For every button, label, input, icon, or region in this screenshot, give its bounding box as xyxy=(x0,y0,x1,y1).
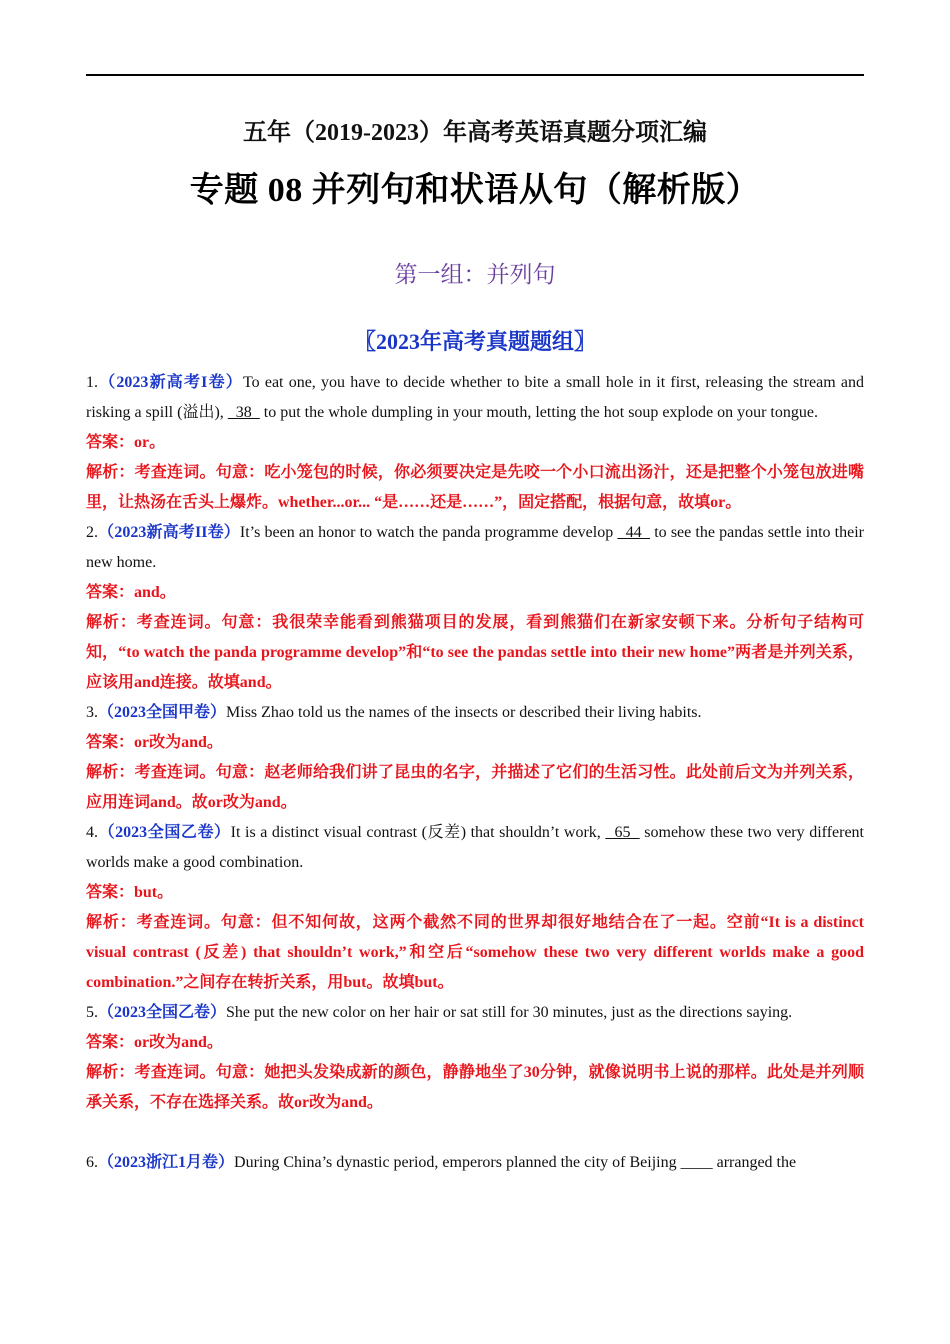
group-heading: 第一组：并列句 xyxy=(394,262,556,287)
section-heading: 〖2023年高考真题题组〗 xyxy=(353,329,596,354)
question-number: 4. xyxy=(86,824,98,841)
question-text xyxy=(86,518,864,578)
question-text-before: It’s been an honor to watch the panda programme develop xyxy=(239,524,618,541)
explanation: 解析：考查连词。句意：我很荣幸能看到熊猫项目的发展，看到熊猫们在新家安顿下来。分析句子结构可知，“to watch the panda programme develop”和“to see the pandas settle into their new home”两者是并列关系，应该用and连接。故填and。 xyxy=(86,614,864,691)
question-text-before: Miss Zhao told us the names of the insects or described their living habits. xyxy=(226,704,702,721)
explanation: 解析：考查连词。句意：赵老师给我们讲了昆虫的名字，并描述了它们的生活习性。此处前后文为并列关系，应用连词and。故or改为and。 xyxy=(86,764,864,811)
question-number: 1. xyxy=(86,374,98,391)
question-text-before: She put the new color on her hair or sat still for 30 minutes, just as the directions saying. xyxy=(226,1004,793,1021)
document-subtitle: 五年（2019-2023）年高考英语真题分项汇编 xyxy=(243,120,707,146)
spacer xyxy=(86,1118,864,1148)
question-source: （2023全国乙卷） xyxy=(98,1004,227,1021)
question-source: （2023新高考I卷） xyxy=(98,374,243,391)
answer-blank: 44 xyxy=(617,524,651,541)
question-number: 2. xyxy=(86,524,98,541)
answer-line: 答案：or改为and。 xyxy=(86,1034,223,1051)
question-item xyxy=(86,998,864,1118)
question-text xyxy=(86,698,864,728)
answer-line: 答案：and。 xyxy=(86,584,176,601)
question-item xyxy=(86,818,864,998)
question-source: （2023全国甲卷） xyxy=(98,704,227,721)
question-number: 6. xyxy=(86,1154,98,1171)
question-item xyxy=(86,518,864,698)
question-item xyxy=(86,1148,864,1178)
explanation: 解析：考查连词。句意：但不知何故，这两个截然不同的世界却很好地结合在了一起。空前“It is a distinct visual contrast (反差) that shouldn’t work,”和空后“somehow these two very different worlds make a good combination.”之间存在转折关系，用but。故填but。 xyxy=(86,914,864,991)
question-item xyxy=(86,698,864,818)
question-source: （2023全国乙卷） xyxy=(98,824,231,841)
question-text-before: During China’s dynastic period, emperors planned the city of Beijing xyxy=(234,1154,681,1171)
answer-line: 答案：or改为and。 xyxy=(86,734,223,751)
answer-blank: 38 xyxy=(227,404,260,421)
question-list xyxy=(86,368,864,1178)
explanation: 解析：考查连词。句意：她把头发染成新的颜色，静静地坐了30分钟，就像说明书上说的那样。此处是并列顺承关系，不存在选择关系。故or改为and。 xyxy=(86,1064,864,1111)
question-text xyxy=(86,1148,864,1178)
question-text xyxy=(86,818,864,878)
question-text-after: to put the whole dumpling in your mouth, letting the hot soup explode on your tongue. xyxy=(259,404,818,421)
question-number: 3. xyxy=(86,704,98,721)
question-text xyxy=(86,998,864,1028)
answer-line: 答案：or。 xyxy=(86,434,166,451)
question-number: 5. xyxy=(86,1004,98,1021)
question-item xyxy=(86,368,864,518)
question-text-after: to see the pandas settle into their new home. xyxy=(86,524,865,571)
explanation: 解析：考查连词。句意：吃小笼包的时候，你必须要决定是先咬一个小口流出汤汁，还是把整个小笼包放进嘴里，让热汤在舌头上爆炸。whether...or... “是……还是……”，固定搭配，根据句意，故填or。 xyxy=(86,464,864,511)
question-source: （2023新高考II卷） xyxy=(98,524,240,541)
question-text xyxy=(86,368,864,428)
question-text-before: To eat one, you have to decide whether to bite a small hole in it first, releasing the stream and risking a spill (溢出), xyxy=(86,374,864,421)
question-text-after: somehow these two very different worlds make a good combination. xyxy=(86,824,864,871)
answer-line: 答案：but。 xyxy=(86,884,174,901)
top-rule xyxy=(86,74,864,76)
question-text-before: It is a distinct visual contrast (反差) that shouldn’t work, xyxy=(230,824,606,841)
document-title: 专题 08 并列句和状语从句（解析版） xyxy=(189,172,761,209)
answer-blank: 65 xyxy=(605,824,640,841)
answer-blank: ____ xyxy=(680,1154,713,1171)
question-text-after: arranged the xyxy=(712,1154,797,1171)
question-source: （2023浙江1月卷） xyxy=(98,1154,235,1171)
